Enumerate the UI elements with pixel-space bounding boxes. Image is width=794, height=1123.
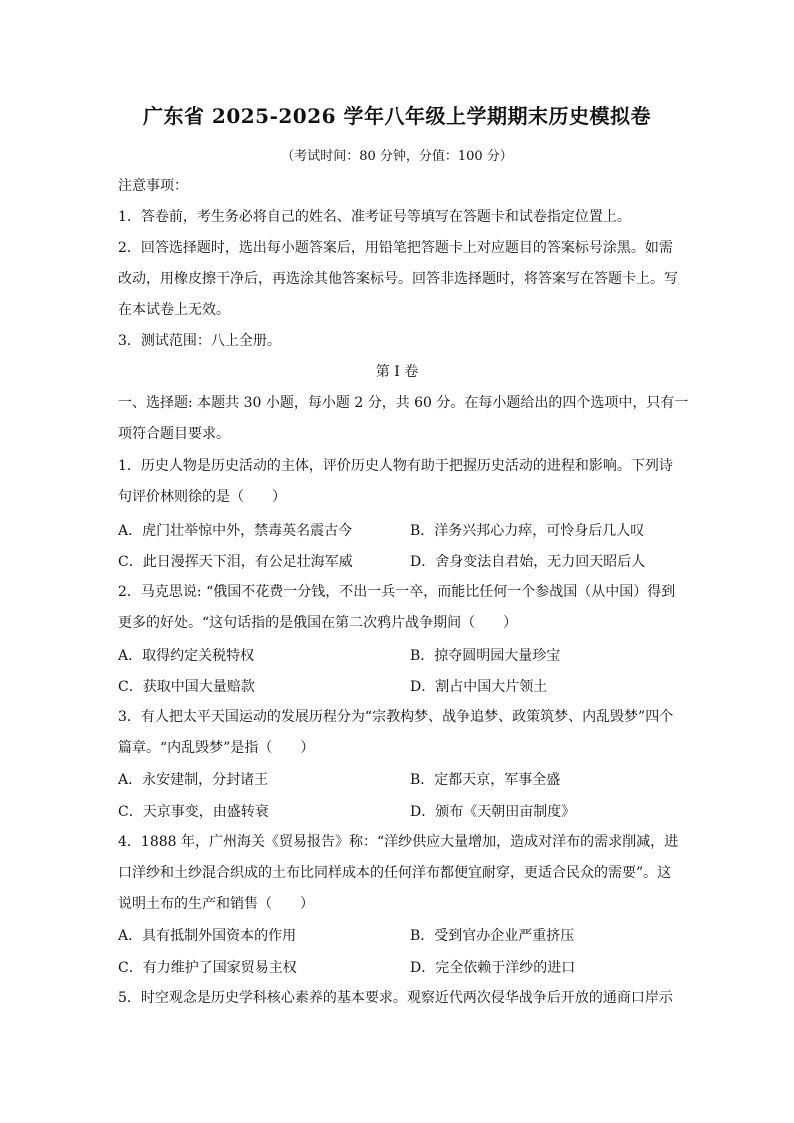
question-1-option-a: A．虎门壮举惊中外，禁毒英名震古今 bbox=[118, 523, 353, 539]
section-intro-line1: 一、选择题: 本题共 30 小题，每小题 2 分，共 60 分。在每小题给出的四个选项中，只有一 bbox=[118, 395, 689, 411]
question-3-option-d: D．颁布《天朝田亩制度》 bbox=[410, 804, 576, 820]
question-2-line2: 更多的好处。“这句话指的是俄国在第二次鸦片战争期间（ ） bbox=[118, 615, 518, 631]
question-5-line1: 5．时空观念是历史学科核心素养的基本要求。观察近代两次侵华战争后开放的通商口岸示 bbox=[118, 990, 673, 1006]
question-2-line1: 2．马克思说: “俄国不花费一分钱，不出一兵一卒，而能比任何一个参战国（从中国）得到 bbox=[118, 584, 676, 600]
question-1-option-b: B．洋务兴邦心力瘁，可怜身后几人叹 bbox=[410, 523, 645, 539]
question-1-line1: 1．历史人物是历史活动的主体，评价历史人物有助于把握历史活动的进程和影响。下列诗 bbox=[118, 458, 673, 474]
question-3-line1: 3．有人把太平天国运动的发展历程分为“宗教构梦、战争追梦、政策筑梦、内乱毁梦”四个 bbox=[118, 709, 674, 725]
question-2-option-b: B．掠夺圆明园大量珍宝 bbox=[410, 648, 561, 664]
note-item-2-line3: 在本试卷上无效。 bbox=[118, 302, 230, 318]
question-2-option-a: A．取得约定关税特权 bbox=[118, 648, 255, 664]
question-2-option-d: D．割占中国大片领土 bbox=[410, 679, 548, 695]
question-3-option-c: C．天京事变，由盛转衰 bbox=[118, 804, 269, 820]
note-item-1: 1．答卷前，考生务必将自己的姓名、准考证号等填写在答题卡和试卷指定位置上。 bbox=[118, 209, 631, 225]
question-4-option-d: D．完全依赖于洋纱的进口 bbox=[410, 960, 576, 976]
question-3-line2: 篇章。“内乱毁梦”是指（ ） bbox=[118, 740, 315, 756]
question-4-line1: 4．1888 年，广州海关《贸易报告》称：“洋纱供应大量增加，造成对洋布的需求削减，进 bbox=[118, 834, 679, 850]
note-item-2-line2: 改动，用橡皮擦干净后，再选涂其他答案标号。回答非选择题时，将答案写在答题卡上。写 bbox=[118, 271, 678, 287]
question-4-line2: 口洋纱和土纱混合织成的土布比同样成本的任何洋布都便宜耐穿，更适合民众的需要”。这 bbox=[118, 865, 672, 881]
question-4-option-a: A．具有抵制外国资本的作用 bbox=[118, 928, 297, 944]
question-2-option-c: C．获取中国大量赔款 bbox=[118, 679, 255, 695]
question-1-option-c: C．此日漫挥天下泪，有公足壮海军威 bbox=[118, 554, 353, 570]
question-1-line2: 句评价林则徐的是（ ） bbox=[118, 489, 286, 505]
exam-subtitle: （考试时间：80 分钟，分值：100 分） bbox=[281, 149, 513, 164]
question-3-option-b: B．定都天京，军事全盛 bbox=[410, 772, 561, 788]
exam-title: 广东省 2025-2026 学年八年级上学期期末历史模拟卷 bbox=[142, 104, 652, 128]
question-1-option-d: D．舍身变法自君始，无力回天昭后人 bbox=[410, 554, 646, 570]
note-item-2-line1: 2．回答选择题时，选出每小题答案后，用铅笔把答题卡上对应题目的答案标号涂黑。如需 bbox=[118, 240, 673, 256]
volume-heading: 第 I 卷 bbox=[375, 364, 419, 380]
question-4-line3: 说明土布的生产和销售（ ） bbox=[118, 896, 314, 912]
note-item-3: 3．测试范围：八上全册。 bbox=[118, 333, 281, 349]
question-4-option-c: C．有力维护了国家贸易主权 bbox=[118, 960, 297, 976]
section-intro-line2: 项符合题目要求。 bbox=[118, 426, 230, 442]
notes-heading: 注意事项： bbox=[118, 178, 188, 194]
question-3-option-a: A．永安建制，分封诸王 bbox=[118, 772, 269, 788]
question-4-option-b: B．受到官办企业严重挤压 bbox=[410, 928, 575, 944]
